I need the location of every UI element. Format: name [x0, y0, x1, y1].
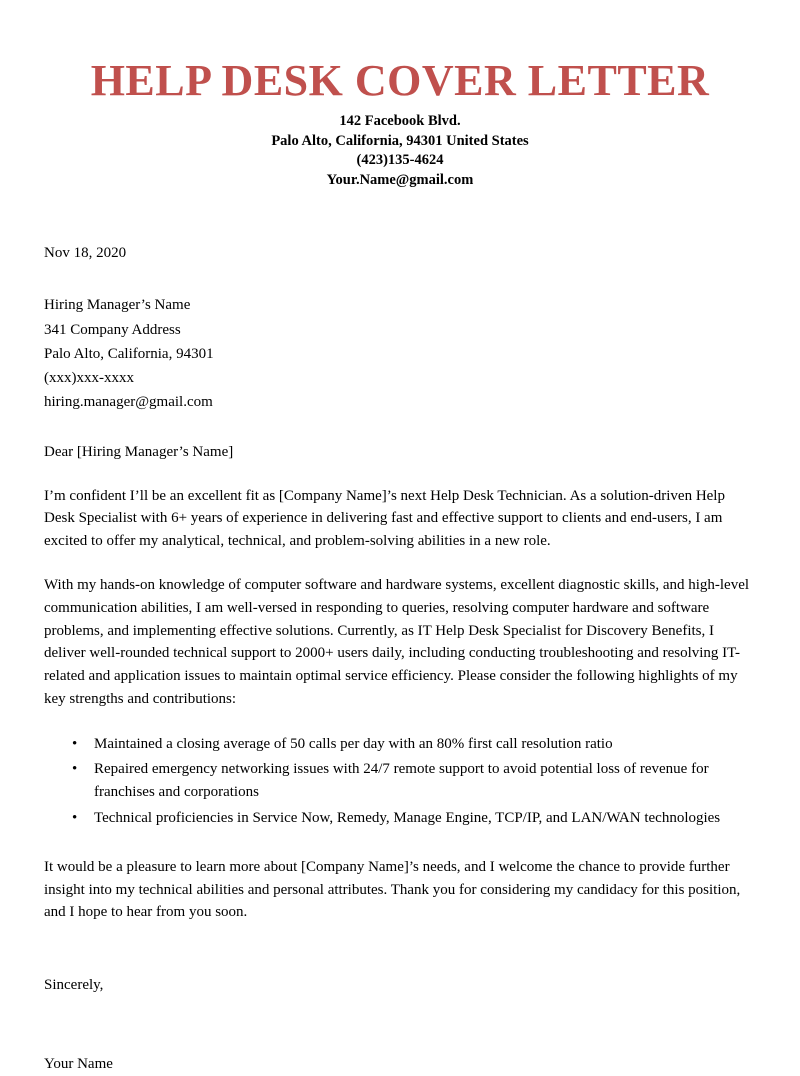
letter-body [44, 242, 750, 1075]
highlights-list [44, 733, 750, 830]
list-item-label: Technical proficiencies in Service Now, Remedy, Manage Engine, TCP/IP, and LAN/WAN technologies [94, 810, 721, 827]
body-paragraph-2: With my hands-on knowledge of computer software and hardware systems, excellent diagnostic skills, and high-level communication abilities, I am well-versed in responding to queries, resolving computer hardware and software problems, and implementing effective solutions. Currently, as IT Help Desk Specialist for Discovery Benefits, I deliver well-rounded technical support to 2000+ users daily, including conducting troubleshooting and resolving IT-related and application issues to maintain optimal service efficiency. Please consider the following highlights of my key strengths and contributions: [44, 576, 750, 707]
page-title: HELP DESK COVER LETTER [90, 56, 710, 105]
recipient-line-name: Hiring Manager’s Name [44, 297, 191, 314]
body-paragraph-1: I’m confident I’ll be an excellent fit as [Company Name]’s next Help Desk Technician. As a solution-driven Help Desk Specialist with 6+ years of experience in delivering fast and effective support to clients and end-users, I am excited to offer my analytical, technical, and problem-solving abilities in a new role. [44, 487, 725, 550]
list-item-label: Maintained a closing average of 50 calls per day with an 80% first call resolution ratio [94, 735, 613, 752]
signature-name: Your Name [44, 1056, 113, 1073]
sender-contact-line-city: Palo Alto, California, 94301 United States [271, 132, 529, 149]
list-item [72, 807, 750, 830]
recipient-line-phone: (xxx)xxx-xxxx [44, 370, 134, 387]
letter-date: Nov 18, 2020 [44, 245, 127, 262]
bullet-icon: • [72, 761, 78, 778]
recipient-address-block [44, 293, 750, 414]
recipient-line-address: 341 Company Address [44, 321, 181, 338]
closing-paragraph: It would be a pleasure to learn more about [Company Name]’s needs, and I welcome the chance to provide further insight into my technical abilities and personal attributes. Thank you for considering my candidacy for this position, and I hope to hear from you soon. [44, 858, 741, 921]
list-item [72, 758, 750, 804]
recipient-line-email: hiring.manager@gmail.com [44, 394, 213, 411]
recipient-line-city: Palo Alto, California, 94301 [44, 345, 214, 362]
list-item-label: Repaired emergency networking issues with 24/7 remote support to avoid potential loss of revenue for franchises and corporations [94, 761, 709, 801]
signoff: Sincerely, [44, 977, 104, 994]
sender-contact-block [0, 112, 800, 190]
sender-contact-line-street: 142 Facebook Blvd. [339, 113, 461, 130]
list-item [72, 733, 750, 756]
sender-contact-line-phone: (423)135-4624 [356, 152, 444, 169]
salutation: Dear [Hiring Manager’s Name] [44, 443, 234, 460]
bullet-icon: • [72, 810, 78, 827]
sender-contact-line-email: Your.Name@gmail.com [326, 171, 474, 188]
bullet-icon: • [72, 735, 78, 752]
